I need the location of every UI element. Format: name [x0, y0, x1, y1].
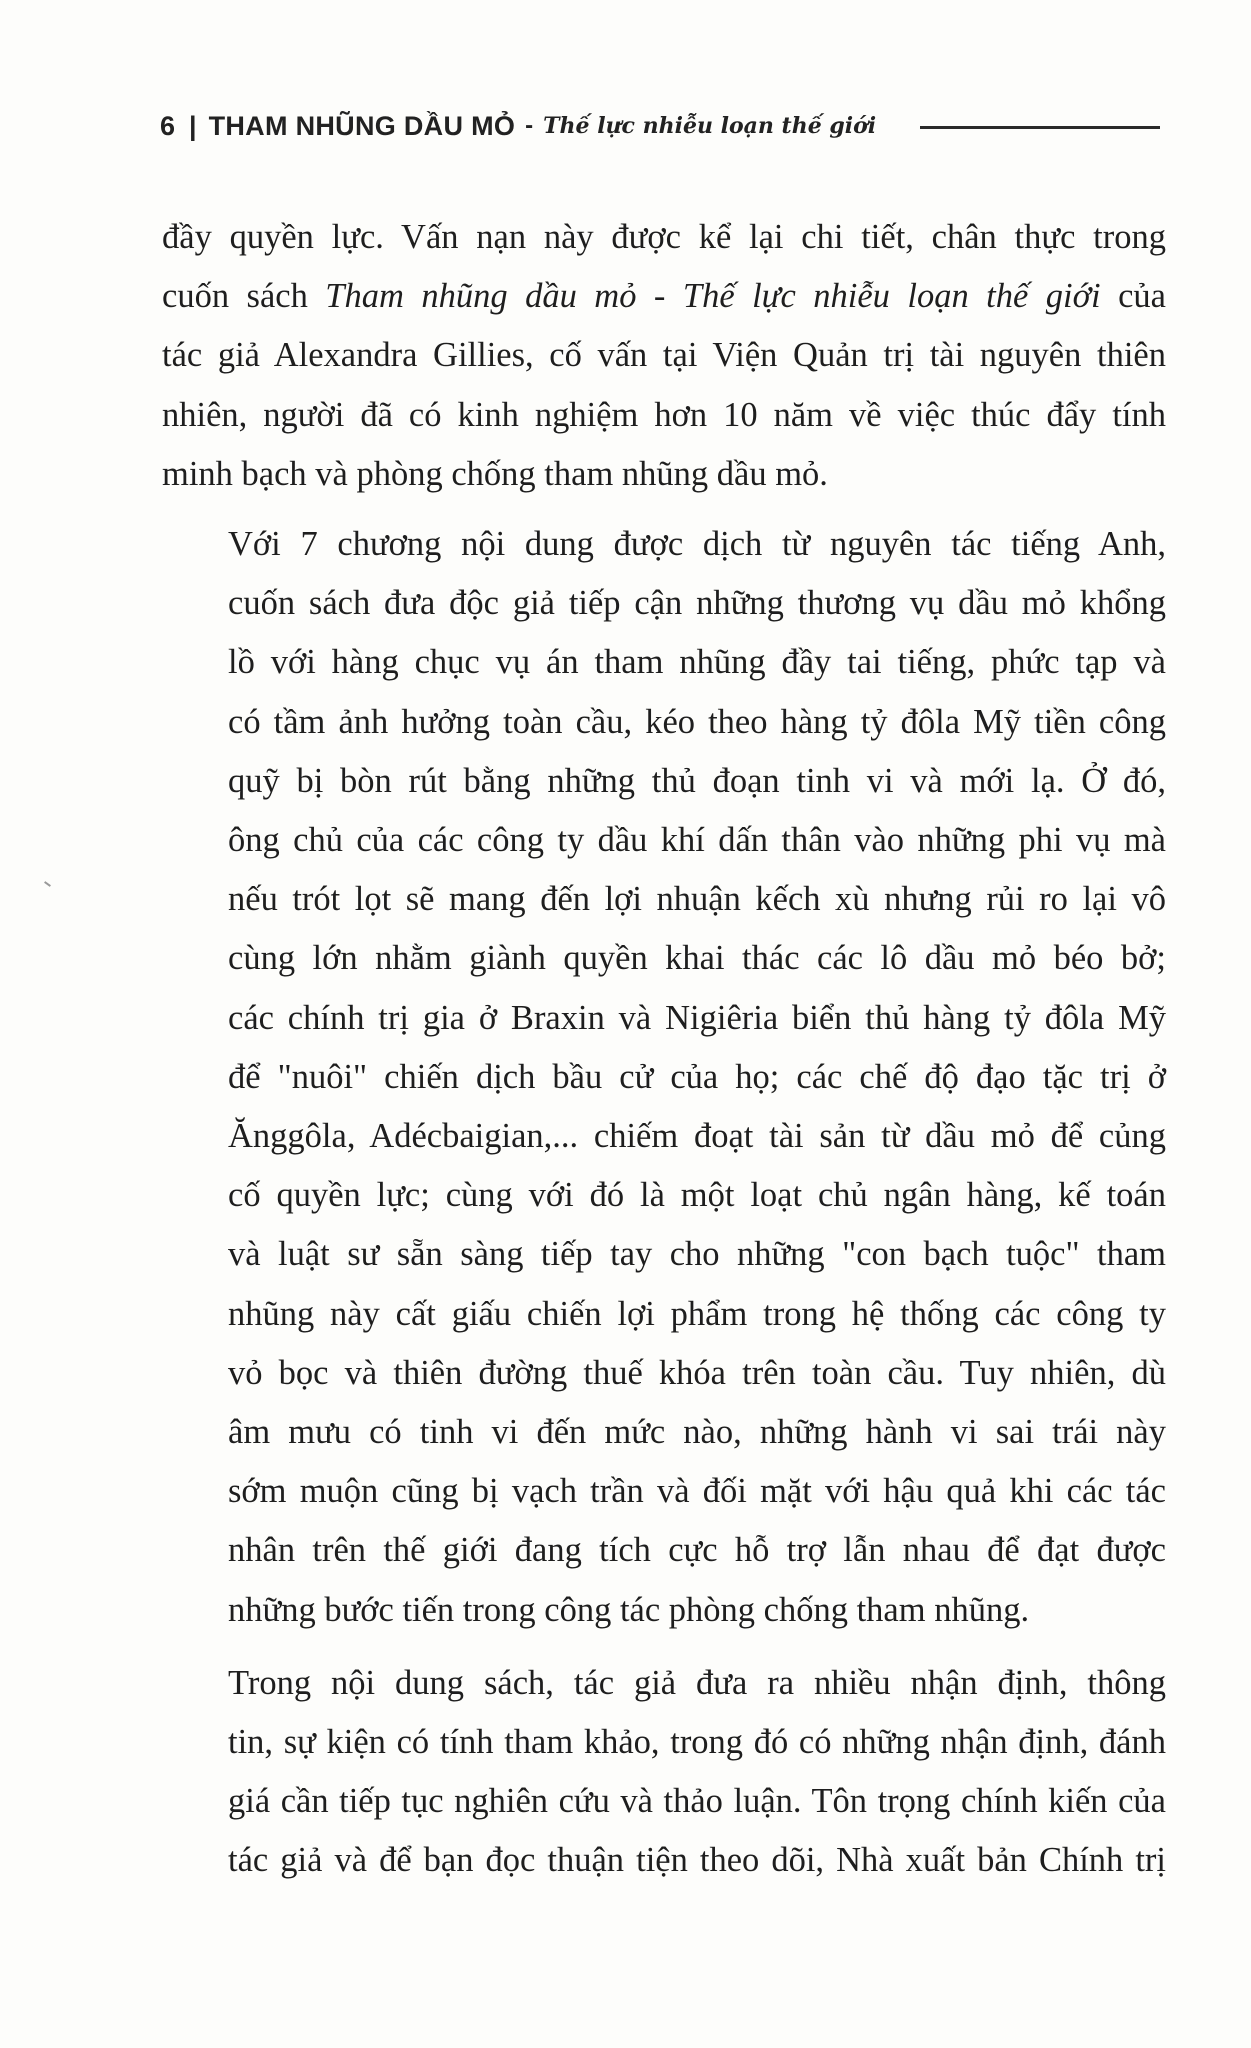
- text-line: Ănggôla, Adécbaigian,... chiếm đoạt tài sản từ dầu mỏ để củng: [228, 1117, 1166, 1156]
- book-subtitle: Thế lực nhiễu loạn thế giới: [543, 113, 877, 139]
- text-line: minh bạch và phòng chống tham nhũng dầu mỏ.: [162, 454, 828, 493]
- text-fragment: cuốn sách: [162, 277, 326, 316]
- paragraph-2: [162, 515, 1166, 1640]
- text-line: nhân trên thế giới đang tích cực hỗ trợ lẫn nhau để đạt được: [228, 1531, 1166, 1570]
- paragraph-1: [162, 208, 1166, 504]
- text-line: giá cần tiếp tục nghiên cứu và thảo luận. Tôn trọng chính kiến của: [228, 1782, 1166, 1821]
- body-text: [162, 208, 1166, 1891]
- text-line: [162, 267, 1166, 326]
- text-line: nếu trót lọt sẽ mang đến lợi nhuận kếch xù nhưng rủi ro lại vô: [228, 880, 1166, 919]
- margin-mark: [44, 881, 51, 887]
- text-line: tác giả Alexandra Gillies, cố vấn tại Viện Quản trị tài nguyên thiên: [162, 336, 1166, 375]
- text-line: nhiên, người đã có kinh nghiệm hơn 10 năm về việc thúc đẩy tính: [162, 395, 1166, 434]
- text-line: tác giả và để bạn đọc thuận tiện theo dõi, Nhà xuất bản Chính trị: [228, 1841, 1166, 1880]
- text-line: có tầm ảnh hưởng toàn cầu, kéo theo hàng tỷ đôla Mỹ tiền công: [228, 702, 1166, 741]
- text-line: các chính trị gia ở Braxin và Nigiêria biển thủ hàng tỷ đôla Mỹ: [228, 998, 1166, 1037]
- text-line: Trong nội dung sách, tác giả đưa ra nhiều nhận định, thông: [228, 1663, 1166, 1702]
- title-dash: -: [525, 112, 534, 139]
- text-line: Với 7 chương nội dung được dịch từ nguyên tác tiếng Anh,: [228, 525, 1166, 564]
- text-line: ông chủ của các công ty dầu khí dấn thân vào những phi vụ mà: [228, 821, 1166, 860]
- paragraph-3: [162, 1654, 1166, 1891]
- text-line: cùng lớn nhằm giành quyền khai thác các lô dầu mỏ béo bở;: [228, 939, 1166, 978]
- text-line: cố quyền lực; cùng với đó là một loạt chủ ngân hàng, kế toán: [228, 1176, 1166, 1215]
- text-line: để "nuôi" chiến dịch bầu cử của họ; các chế độ đạo tặc trị ở: [228, 1057, 1166, 1096]
- header-separator: |: [189, 110, 197, 141]
- text-line: âm mưu có tinh vi đến mức nào, những hành vi sai trái này: [228, 1413, 1166, 1452]
- text-fragment: của: [1100, 277, 1166, 316]
- text-line: những bước tiến trong công tác phòng chống tham nhũng.: [228, 1590, 1030, 1629]
- page-number: 6: [160, 110, 176, 141]
- text-line: và luật sư sẵn sàng tiếp tay cho những "con bạch tuộc" tham: [228, 1235, 1166, 1274]
- text-line: cuốn sách đưa độc giả tiếp cận những thương vụ dầu mỏ khổng: [228, 584, 1166, 623]
- text-line: tin, sự kiện có tính tham khảo, trong đó có những nhận định, đánh: [228, 1723, 1166, 1762]
- text-line: đầy quyền lực. Vấn nạn này được kể lại chi tiết, chân thực trong: [162, 218, 1166, 256]
- text-line: vỏ bọc và thiên đường thuế khóa trên toàn cầu. Tuy nhiên, dù: [228, 1353, 1166, 1392]
- text-line: nhũng này cất giấu chiến lợi phẩm trong hệ thống các công ty: [228, 1294, 1166, 1333]
- header-rule: [920, 126, 1160, 129]
- text-line: lồ với hàng chục vụ án tham nhũng đầy tai tiếng, phức tạp và: [228, 643, 1166, 682]
- book-title: THAM NHŨNG DẦU MỎ: [208, 110, 516, 141]
- book-title-italic: Tham nhũng dầu mỏ - Thế lực nhiễu loạn thế giới: [325, 277, 1101, 316]
- text-line: quỹ bị bòn rút bằng những thủ đoạn tinh vi và mới lạ. Ở đó,: [228, 761, 1166, 800]
- text-line: sớm muộn cũng bị vạch trần và đối mặt với hậu quả khi các tác: [228, 1472, 1166, 1511]
